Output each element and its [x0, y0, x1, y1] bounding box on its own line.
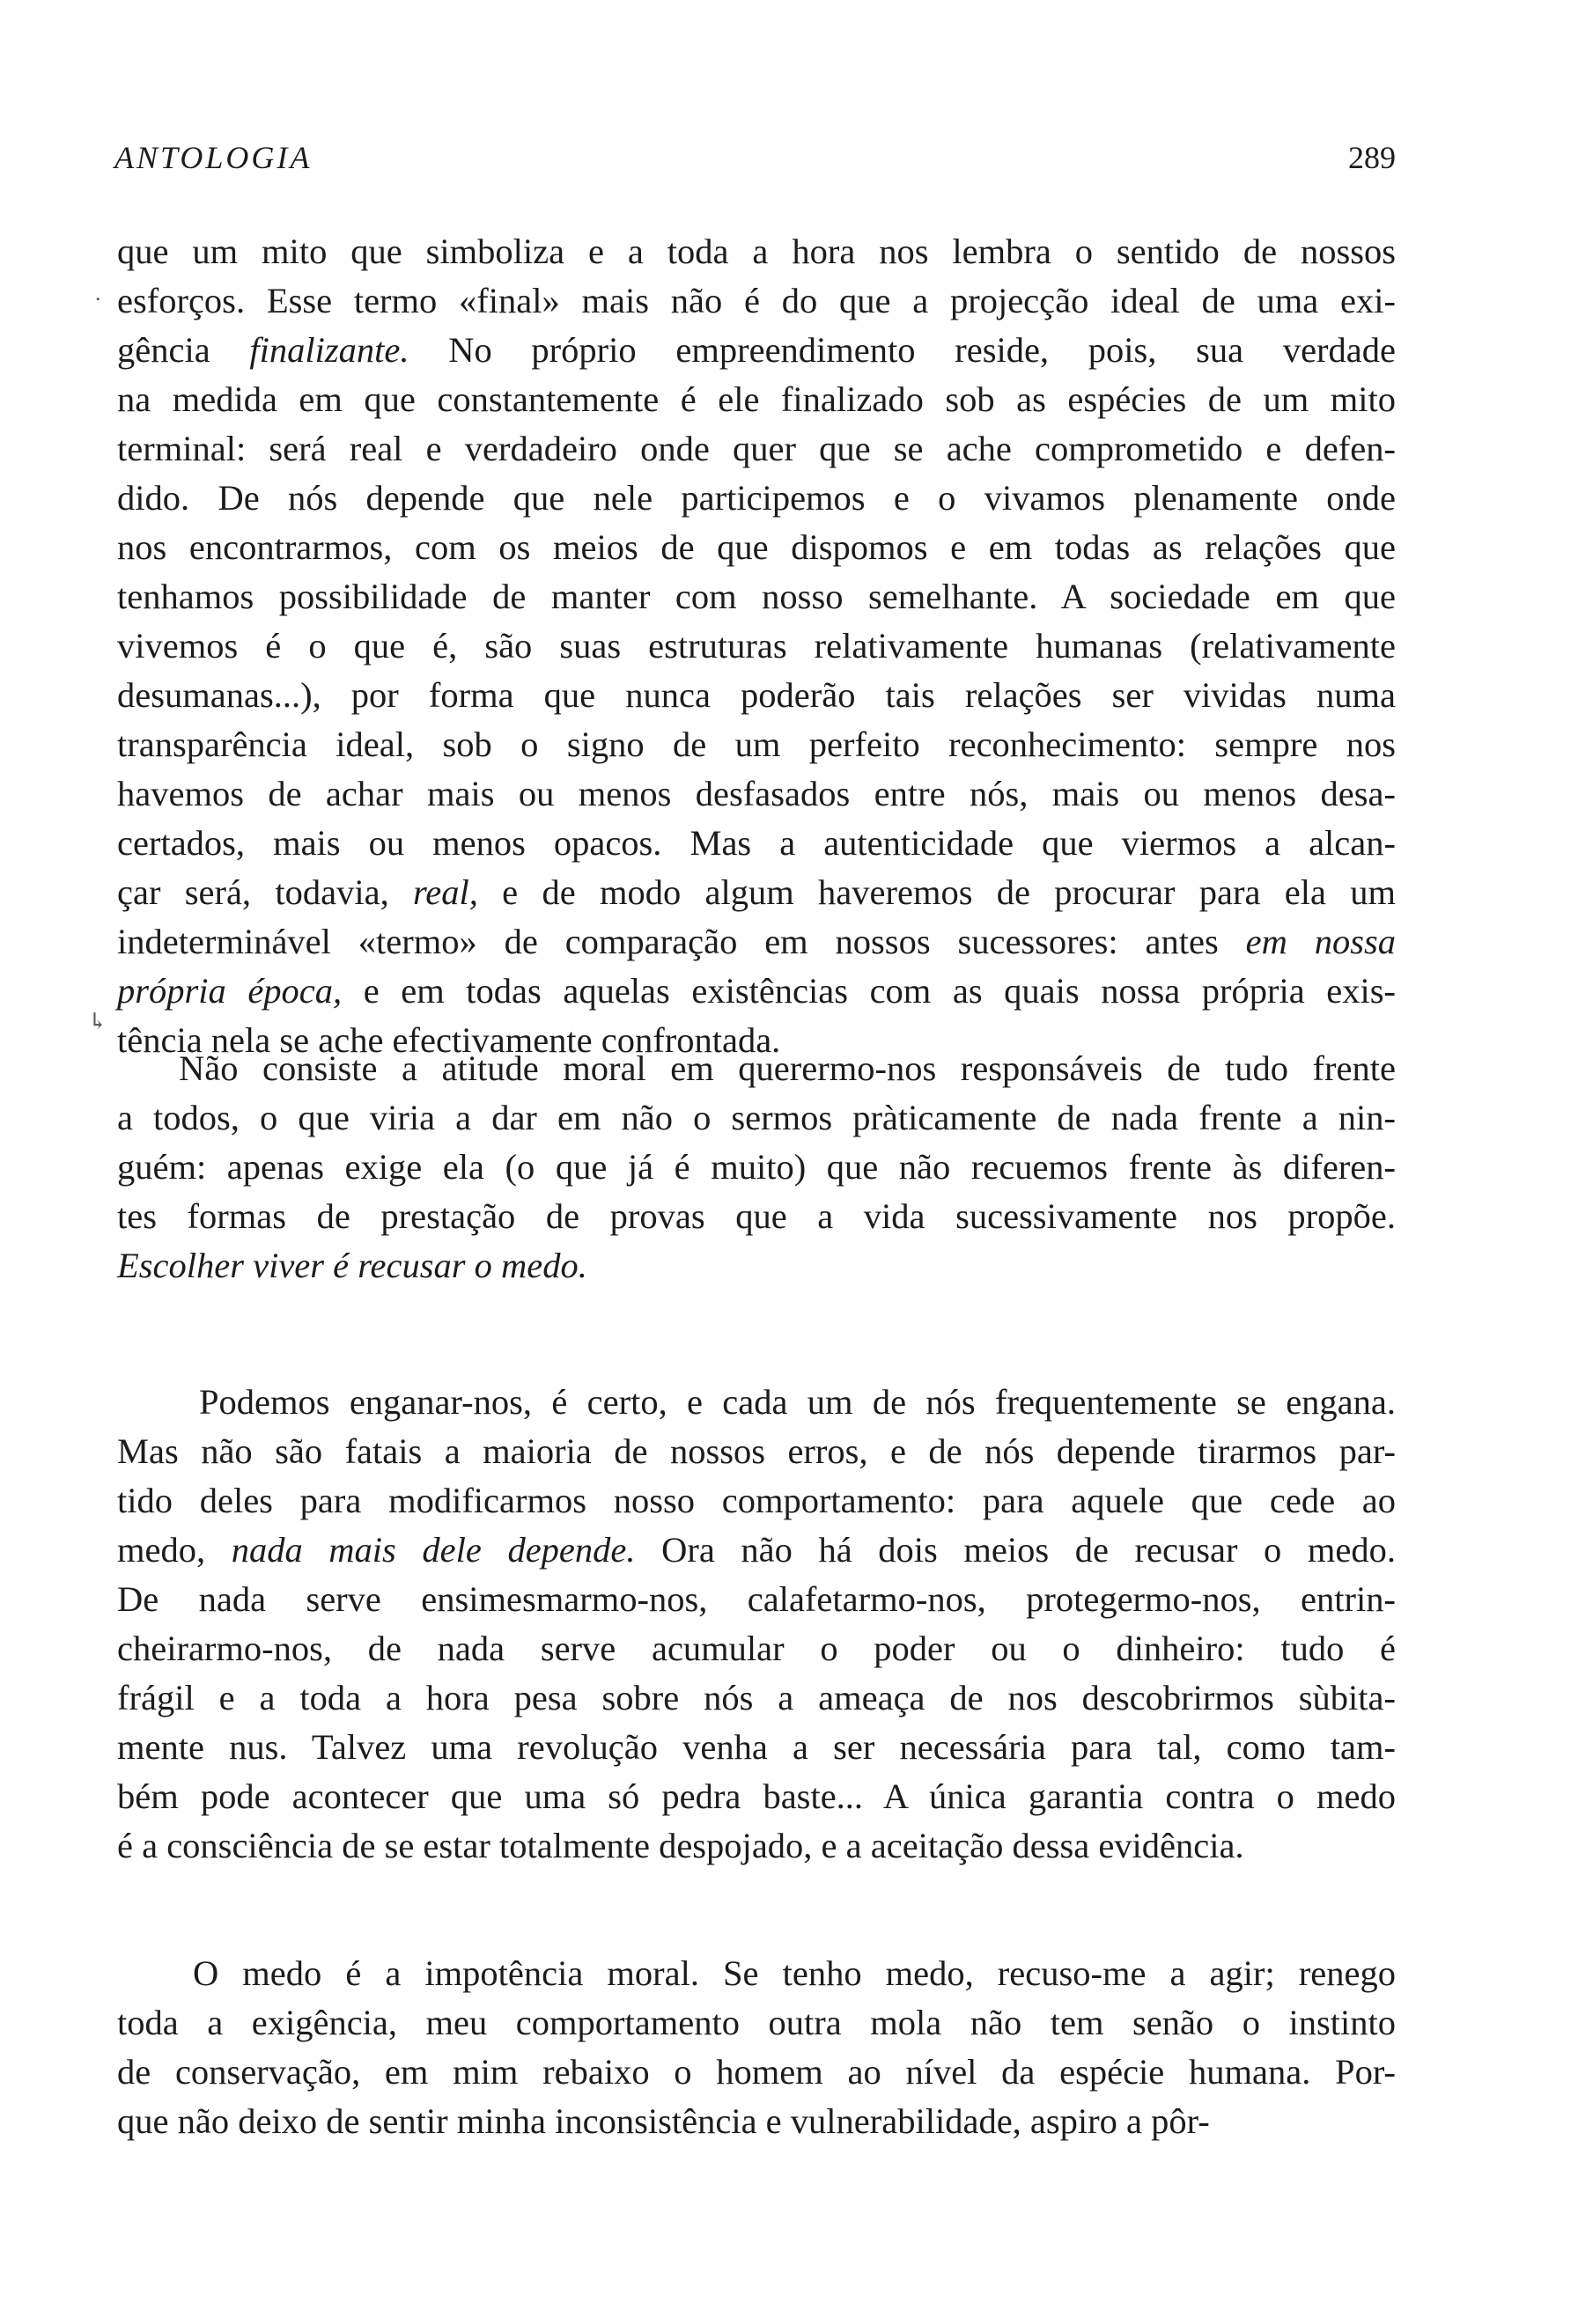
paragraph-1	[117, 227, 1396, 1065]
text-line	[117, 720, 1396, 769]
text-line	[117, 1575, 1396, 1624]
text-segment: Podemos enganar-nos, é certo, e cada um de nós frequentemente se engana.	[199, 1382, 1396, 1422]
text-line	[117, 1143, 1396, 1192]
text-line	[117, 1821, 1396, 1871]
text-segment: dido. De nós depende que nele participemos e o vivamos plenamente onde	[117, 478, 1396, 518]
text-segment: mente nus. Talvez uma revolução venha a ser necessária para tal, como tam-	[117, 1727, 1396, 1767]
text-segment: tenhamos possibilidade de manter com nosso semelhante. A sociedade em que	[117, 577, 1396, 616]
text-line	[117, 868, 1396, 917]
text-segment: indeterminável «termo» de comparação em nossos sucessores: antes	[117, 922, 1246, 961]
text-segment: tência nela se ache efectivamente confrontada.	[117, 1020, 781, 1060]
italic-text: Escolher viver é recusar o medo.	[117, 1246, 587, 1285]
text-segment: No próprio empreendimento reside, pois, sua verdade	[409, 330, 1396, 370]
italic-text: nada mais dele depende.	[231, 1530, 636, 1570]
text-line	[117, 375, 1396, 424]
text-segment: vivemos é o que é, são suas estruturas relativamente humanas (relativamente	[117, 626, 1396, 666]
running-head	[114, 139, 1396, 183]
text-line	[117, 474, 1396, 523]
paragraph-4	[117, 1949, 1396, 2146]
text-segment: De nada serve ensimesmarmo-nos, calafetarmo-nos, protegermo-nos, entrin-	[117, 1579, 1396, 1619]
text-line	[117, 769, 1396, 819]
text-segment: e em todas aquelas existências com as quais nossa própria exis-	[342, 971, 1396, 1011]
text-segment: cheirarmo-nos, de nada serve acumular o poder ou o dinheiro: tudo é	[117, 1629, 1396, 1668]
text-segment: frágil e a toda a hora pesa sobre nós a ameaça de nos descobrirmos sùbita-	[117, 1678, 1396, 1717]
text-segment: e de modo algum haveremos de procurar para ela um	[477, 872, 1396, 912]
text-line	[117, 917, 1396, 967]
text-line	[117, 1998, 1396, 2048]
text-segment: a todos, o que viria a dar em não o sermos pràticamente de nada frente a nin-	[117, 1098, 1396, 1137]
text-line	[117, 572, 1396, 621]
text-line	[117, 967, 1396, 1016]
text-line	[117, 1241, 1396, 1291]
text-line	[117, 424, 1396, 474]
text-segment: guém: apenas exige ela (o que já é muito) que não recuemos frente às diferen-	[117, 1147, 1396, 1187]
text-segment: toda a exigência, meu comportamento outra mola não tem senão o instinto	[117, 2003, 1396, 2042]
text-segment: bém pode acontecer que uma só pedra baste... A única garantia contra o medo	[117, 1776, 1396, 1816]
italic-text: própria época,	[117, 971, 343, 1011]
text-line	[117, 1378, 1396, 1427]
text-segment: medo,	[117, 1530, 232, 1570]
text-line	[117, 1526, 1396, 1575]
text-line	[117, 1427, 1396, 1476]
text-line	[117, 227, 1396, 276]
text-line	[117, 1192, 1396, 1241]
text-line	[117, 326, 1396, 375]
text-line	[117, 1673, 1396, 1723]
text-segment: gência	[117, 330, 250, 370]
text-segment: Mas não são fatais a maioria de nossos erros, e de nós depende tirarmos par-	[117, 1431, 1396, 1471]
paragraph-2	[117, 1044, 1396, 1291]
text-segment: transparência ideal, sob o signo de um perfeito reconhecimento: sempre nos	[117, 724, 1396, 764]
text-segment: que um mito que simboliza e a toda a hora nos lembra o sentido de nossos	[117, 232, 1396, 271]
print-speck: .	[95, 280, 101, 305]
text-segment: Ora não há dois meios de recusar o medo.	[635, 1530, 1396, 1570]
text-line	[117, 1093, 1396, 1143]
text-segment: çar será, todavia,	[117, 872, 413, 912]
italic-text: em nossa	[1245, 922, 1396, 961]
italic-text: real,	[413, 872, 478, 912]
text-segment: terminal: será real e verdadeiro onde quer que se ache comprometido e defen-	[117, 429, 1396, 468]
text-line	[117, 2097, 1396, 2146]
text-line	[117, 671, 1396, 720]
text-line	[117, 621, 1396, 671]
text-line	[117, 2048, 1396, 2097]
text-line	[117, 819, 1396, 868]
text-segment: é a consciência de se estar totalmente despojado, e a aceitação dessa evidência.	[117, 1826, 1244, 1865]
text-line	[117, 276, 1396, 326]
paragraph-3	[117, 1378, 1396, 1871]
text-segment: que não deixo de sentir minha inconsistência e vulnerabilidade, aspiro a pôr-	[117, 2101, 1210, 2141]
text-line	[117, 1772, 1396, 1821]
text-segment: havemos de achar mais ou menos desfasados entre nós, mais ou menos desa-	[117, 774, 1396, 813]
text-segment: Não consiste a atitude moral em querermo-nos responsáveis de tudo frente	[179, 1048, 1396, 1088]
text-line	[117, 523, 1396, 572]
text-segment: na medida em que constantemente é ele finalizado sob as espécies de um mito	[117, 379, 1396, 419]
text-segment: tido deles para modificarmos nosso comportamento: para aquele que cede ao	[117, 1481, 1396, 1520]
text-line	[117, 1476, 1396, 1526]
text-line	[117, 1949, 1396, 1998]
page-number: 289	[1348, 140, 1396, 175]
text-segment: certados, mais ou menos opacos. Mas a autenticidade que viermos a alcan-	[117, 823, 1396, 863]
text-segment: de conservação, em mim rebaixo o homem ao nível da espécie humana. Por-	[117, 2052, 1396, 2092]
italic-text: finalizante.	[249, 330, 409, 370]
text-line	[117, 1723, 1396, 1772]
text-segment: esforços. Esse termo «final» mais não é do que a projecção ideal de uma exi-	[117, 281, 1396, 320]
running-title: ANTOLOGIA	[114, 140, 313, 175]
text-segment: desumanas...), por forma que nunca poderão tais relações ser vividas numa	[117, 675, 1396, 715]
text-segment: O medo é a impotência moral. Se tenho medo, recuso-me a agir; renego	[193, 1953, 1396, 1993]
text-line	[117, 1624, 1396, 1673]
margin-mark: ↳	[88, 1009, 107, 1034]
text-line	[117, 1044, 1396, 1093]
text-segment: nos encontrarmos, com os meios de que dispomos e em todas as relações que	[117, 527, 1396, 567]
text-segment: tes formas de prestação de provas que a vida sucessivamente nos propõe.	[117, 1196, 1396, 1236]
